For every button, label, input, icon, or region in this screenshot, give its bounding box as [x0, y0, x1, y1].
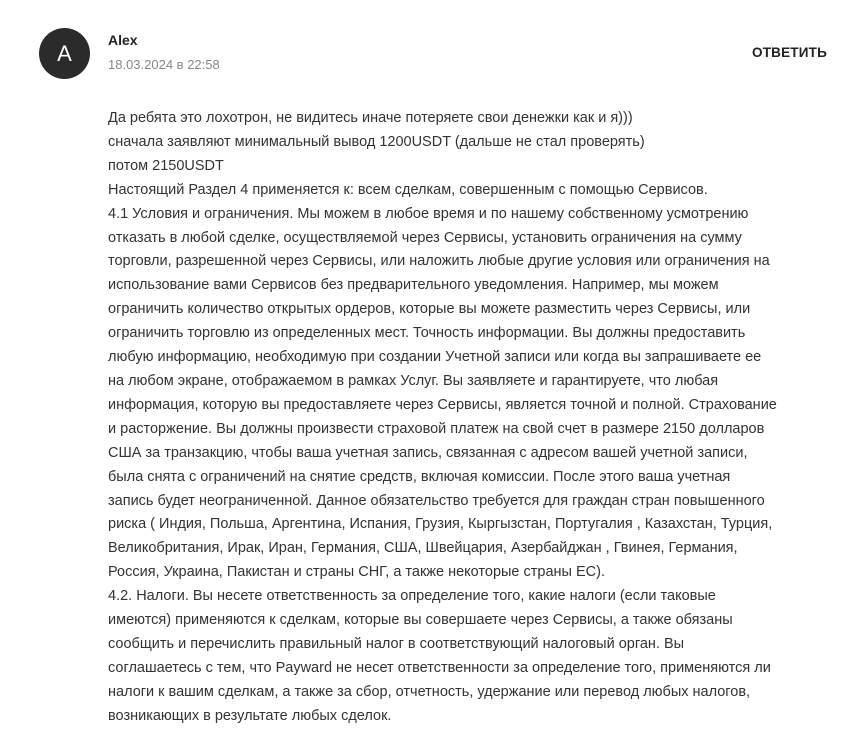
- comment-body: [108, 107, 830, 729]
- comment-text-line: Великобритания, Ирак, Иран, Германия, США, Швейцария, Азербайджан , Гвинея, Германия,: [108, 540, 738, 557]
- comment-text-line: и расторжение. Вы должны произвести страховой платеж на свой счет в размере 2150 долларов: [108, 420, 765, 437]
- comment-text-line: на любом экране, отображаемом в рамках Услуг. Вы заявляете и гарантируете, что любая: [108, 372, 719, 389]
- comment-text-line: Настоящий Раздел 4 применяется к: всем сделкам, совершенным с помощью Сервисов.: [108, 181, 708, 198]
- comment-text-line: сообщить и перечислить правильный налог в соответствующий налоговый орган. Вы: [108, 635, 685, 652]
- comment-text-line: имеются) применяются к сделкам, которые вы совершаете через Сервисы, а также обязаны: [108, 612, 733, 629]
- comment-date: 18.03.2024 в 22:58: [108, 57, 220, 72]
- comment-text-line: соглашаетесь с тем, что Payward не несет ответственности за определение того, применяются ли: [108, 659, 771, 676]
- reply-button[interactable]: ОТВЕТИТЬ: [752, 45, 827, 60]
- comment-text-line: 4.2. Налоги. Вы несете ответственность за определение того, какие налоги (если таковые: [108, 588, 716, 605]
- comment-text-line: запись будет неограниченной. Данное обязательство требуется для граждан стран повышенного: [108, 492, 765, 509]
- comment-text-line: сначала заявляют минимальный вывод 1200USDT (дальше не стал проверять): [108, 133, 645, 150]
- comment-text-line: ограничить количество открытых ордеров, которые вы можете разместить через Сервисы, или: [108, 301, 751, 318]
- comment-text-line: потом 2150USDT: [108, 157, 224, 174]
- comment-text-line: риска ( Индия, Польша, Аргентина, Испания, Грузия, Кыргызстан, Португалия , Казахстан, Турция,: [108, 516, 773, 533]
- comment-text-line: Да ребята это лохотрон, не видитесь иначе потеряете свои денежки как и я))): [108, 110, 633, 126]
- comment-text-line: использование вами Сервисов без предварительного уведомления. Например, мы можем: [108, 277, 719, 294]
- comment-text-line: любую информацию, необходимую при создании Учетной записи или когда вы запрашиваете ее: [108, 349, 762, 366]
- comment-text-line: возникающих в результате любых сделок.: [108, 707, 392, 724]
- comment-text-line: ограничить торговлю из определенных мест. Точность информации. Вы должны предоставить: [108, 325, 746, 342]
- comment-text-line: 4.1 Условия и ограничения. Мы можем в любое время и по нашему собственному усмотрению: [108, 205, 749, 222]
- avatar: A: [39, 28, 90, 79]
- comment-text-line: США за транзакцию, чтобы ваша учетная запись, связанная с адресом вашей учетной записи,: [108, 444, 748, 461]
- comment-text-line: Россия, Украина, Пакистан и страны СНГ, а также некоторые страны ЕС).: [108, 564, 606, 581]
- comment-text-line: торговли, разрешенной через Сервисы, или наложить любые другие условия или ограничения на: [108, 253, 770, 270]
- comment-author: Alex: [108, 32, 138, 48]
- comment-text-line: налоги к вашим сделкам, а также за сбор, отчетность, удержание или перевод любых налогов,: [108, 683, 751, 700]
- comment-text-line: отказать в любой сделке, осуществляемой через Сервисы, установить ограничения на сумму: [108, 229, 742, 246]
- comment-text-line: была снята с ограничений на снятие средств, включая комиссии. После этого ваша учетная: [108, 468, 731, 485]
- comment-text-line: информация, которую вы предоставляете через Сервисы, является точной и полной. Страхование: [108, 396, 777, 413]
